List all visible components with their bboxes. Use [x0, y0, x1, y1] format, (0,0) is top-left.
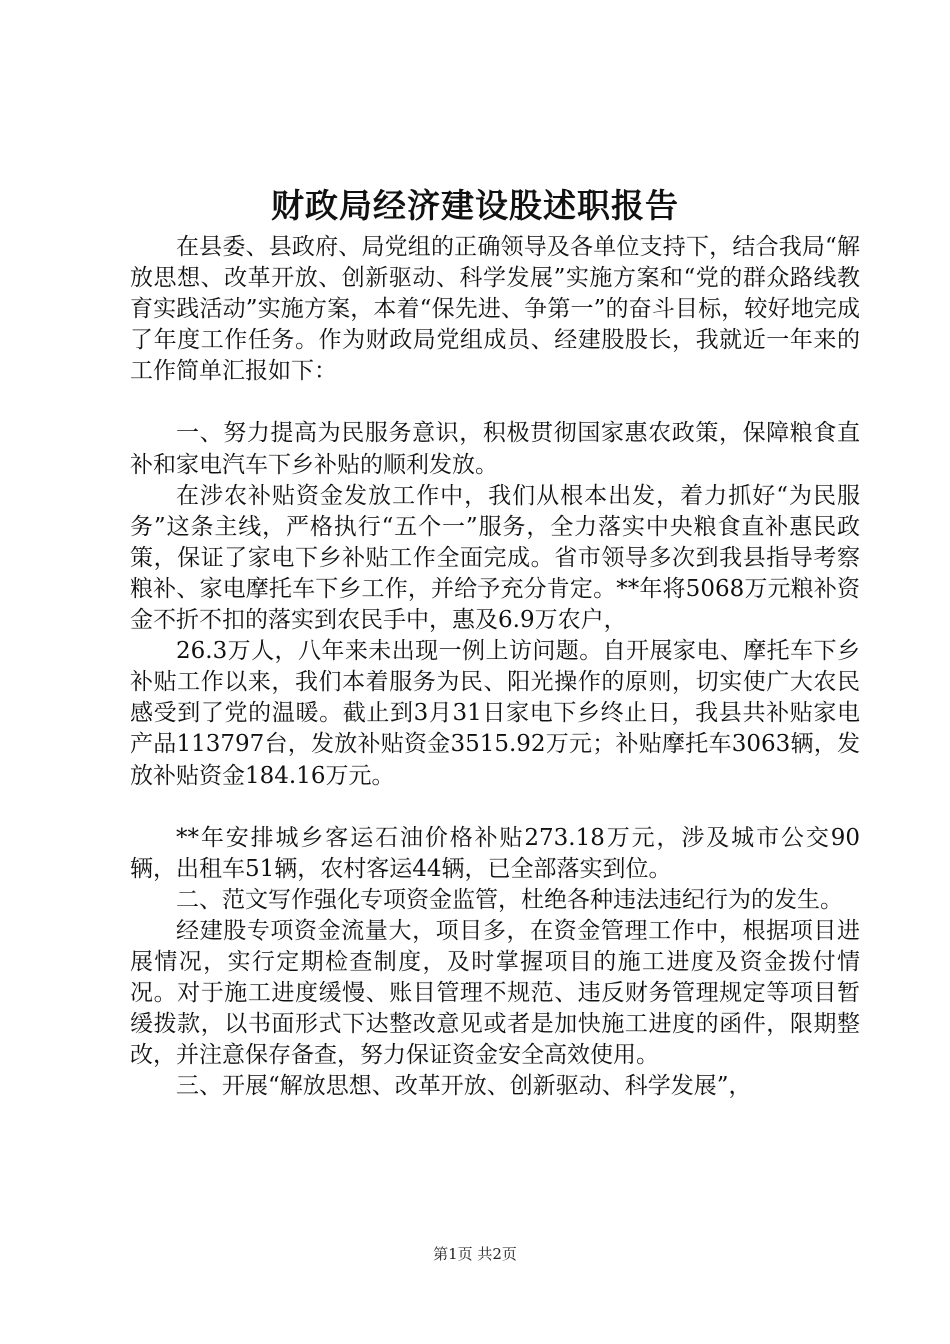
paragraph-spacer: [130, 792, 860, 823]
document-title: 财政局经济建设股述职报告: [271, 186, 679, 225]
section-three-heading: 三、开展“解放思想、改革开放、创新驱动、科学发展”，: [176, 1073, 752, 1100]
page-number-footer: 第1页 共2页: [433, 1245, 517, 1263]
intro-paragraph: 在县委、县政府、局党组的正确领导及各单位支持下，结合我局“解放思想、改革开放、创新驱动、科学发展”实施方案和“党的群众路线教育实践活动”实施方案，本着“保先进、争第一”的奋斗目标，较好地完成了年度工作任务。作为财政局党组成员、经建股股长，我就近一年来的工作简单汇报如下：: [130, 234, 860, 385]
appliance-subsidy-paragraph: 26.3万人，八年来未出现一例上访问题。自开展家电、摩托车下乡补贴工作以来，我们本着服务为民、阳光操作的原则，切实使广大农民感受到了党的温暖。截止到3月31日家电下乡终止日，我县共补贴家电产品113797台，发放补贴资金3515.92万元；补贴摩托车3063辆，发放补贴资金184.16万元。: [130, 638, 860, 789]
fund-supervision-paragraph: 经建股专项资金流量大，项目多，在资金管理工作中，根据项目进展情况，实行定期检查制度，及时掌握项目的施工进度及资金拨付情况。对于施工进度缓慢、账目管理不规范、违反财务管理规定等项目暂缓拨款，以书面形式下达整改意见或者是加快施工进度的函件，限期整改，并注意保存备查，努力保证资金安全高效使用。: [130, 917, 860, 1069]
paragraph-spacer: [130, 387, 860, 418]
section-two-heading: 二、范文写作强化专项资金监管，杜绝各种违法违纪行为的发生。: [176, 886, 843, 913]
fuel-subsidy-paragraph: **年安排城乡客运石油价格补贴273.18万元，涉及城市公交90辆，出租车51辆，农村客运44辆，已全部落实到位。: [130, 824, 860, 882]
subsidy-paragraph: 在涉农补贴资金发放工作中，我们从根本出发，着力抓好“为民服务”这条主线，严格执行“五个一”服务，全力落实中央粮食直补惠民政策，保证了家电下乡补贴工作全面完成。省市领导多次到我县指导考察粮补、家电摩托车下乡工作，并给予充分肯定。**年将5068万元粮补资金不折不扣的落实到农民手中，惠及6.9万农户，: [130, 482, 860, 634]
document-body: [130, 232, 860, 1102]
section-one-heading: 一、努力提高为民服务意识，积极贯彻国家惠农政策，保障粮食直补和家电汽车下乡补贴的顺利发放。: [130, 420, 860, 478]
